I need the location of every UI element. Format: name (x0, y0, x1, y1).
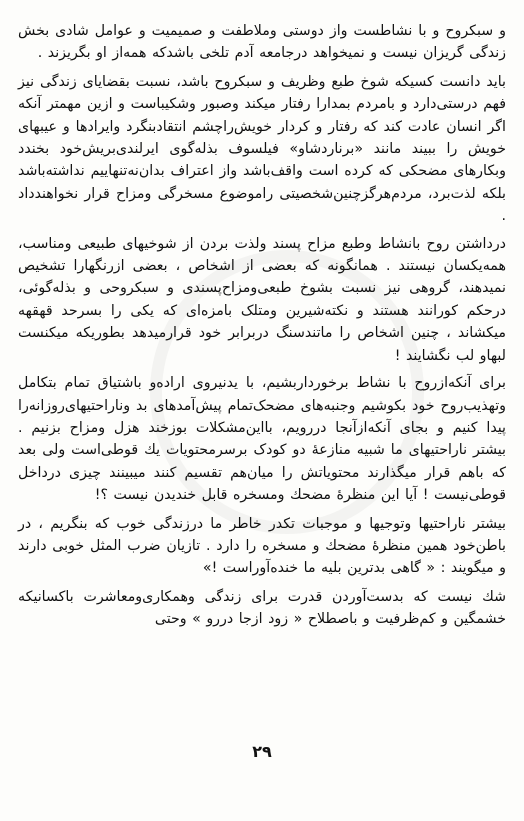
paragraph-2: باید دانست کسیکه شوخ طبع وظریف و سبکروح باشد، نسبت بقضایای زندگی نیز فهم درستی‌دارد و بامردم بمدارا رفتار میکند وصبور وشکیباست و ازین مهمتر آنکه اگر انسان عادت کند که رفتار و کردار خویش‌راچشم انتقادبنگرد وایرادها و عیبهای خویش را ببیند مانند «برنارد‌شاو» فیلسوف بذله‌گوی ایرلندی‌بریش‌خود بخندد وبکارهای مضحکی که کرده است واقف‌باشد واز اعتراف بدان‌نه‌تنهاییم نداشته‌باشد بلکه لذت‌برد، مردم‌هرگزچنین‌شخصیتی راموضوع مسخرگی ومزاح قرار نخواهندداد . (18, 73, 506, 225)
paragraph-1: و سبکروح و با نشاطست واز دوستی وملاطفت و صمیمیت و عوامل شادی بخش زندگی گریزان نیست و نمیخواهد درجامعه آدم تلخی باشدکه همه‌از او بگریزند . (18, 23, 506, 62)
book-page (18, 20, 506, 810)
paragraph-4: برای آنکه‌ازروح با نشاط برخورداربشیم، با یدنیروی اراده‌و باشتیاق تمام بتکامل وتهذیب‌روح خود بکوشیم وجنبه‌های مضحک‌تمام پیش‌آمدهای بد وناراحتیهای‌روزانه‌را پیدا کنیم و بجای آنکه‌ازآنجا دررویم، بااین‌مشکلات بوزخند هزل ومزاح بزنیم . بیشتر ناراحتیهای ما شبیه منازعهٔ دو کودک برسرمحتویات یك قوطی‌است ولی بعد که باهم قرار میگذارند محتویاتش را میان‌هم تقسیم کنند میبینند چیزی درداخل قوطی‌نیست ! آیا این منظرهٔ مضحك ومسخره قابل خندیدن نیست ؟! (18, 375, 506, 504)
page-number: ۲۹ (252, 742, 272, 761)
paragraph-3: درداشتن روح بانشاط وطبع مزاح پسند ولذت بردن از شوخیهای طبیعی ومناسب، همه‌یکسان نیستند . همانگونه که بعضی از اشخاص ، بعضی ازرنگهارا تشخیص نمیدهند، گروهی نیز نسبت بشوخ طبعی‌ومزاح‌پسندی و سبکروحی و بذله‌گوئی، درحکم کورانند هستند و نکته‌شیرین ومتلک بامزه‌ای که یکی را بسرحد قهقهه میکشاند ، چنین اشخاص را ماتندسنگ دربرابر خود قرارمیدهد بطوریکه میکنست لبهاو لب نگشایند ! (18, 235, 506, 364)
paragraph-6: شك نیست که بدست‌آوردن قدرت برای زندگی وهمکاری‌ومعاشرت باکسانیکه خشمگین و کم‌ظرفیت و باصطلاح « زود ازجا دررو » وحتی (18, 588, 506, 628)
paragraph-5: بیشتر ناراحتیها وتوجیها و موجبات تکدر خاطر ما درزندگی خوب که بنگریم ، در باطن‌خود همین منظرهٔ مضحك و مسخره را دارد . تازیان ضرب المثل خوبی دارند و میگویند : « گاهی بدترین بلیه ما خنده‌آوراست !» (18, 515, 506, 577)
